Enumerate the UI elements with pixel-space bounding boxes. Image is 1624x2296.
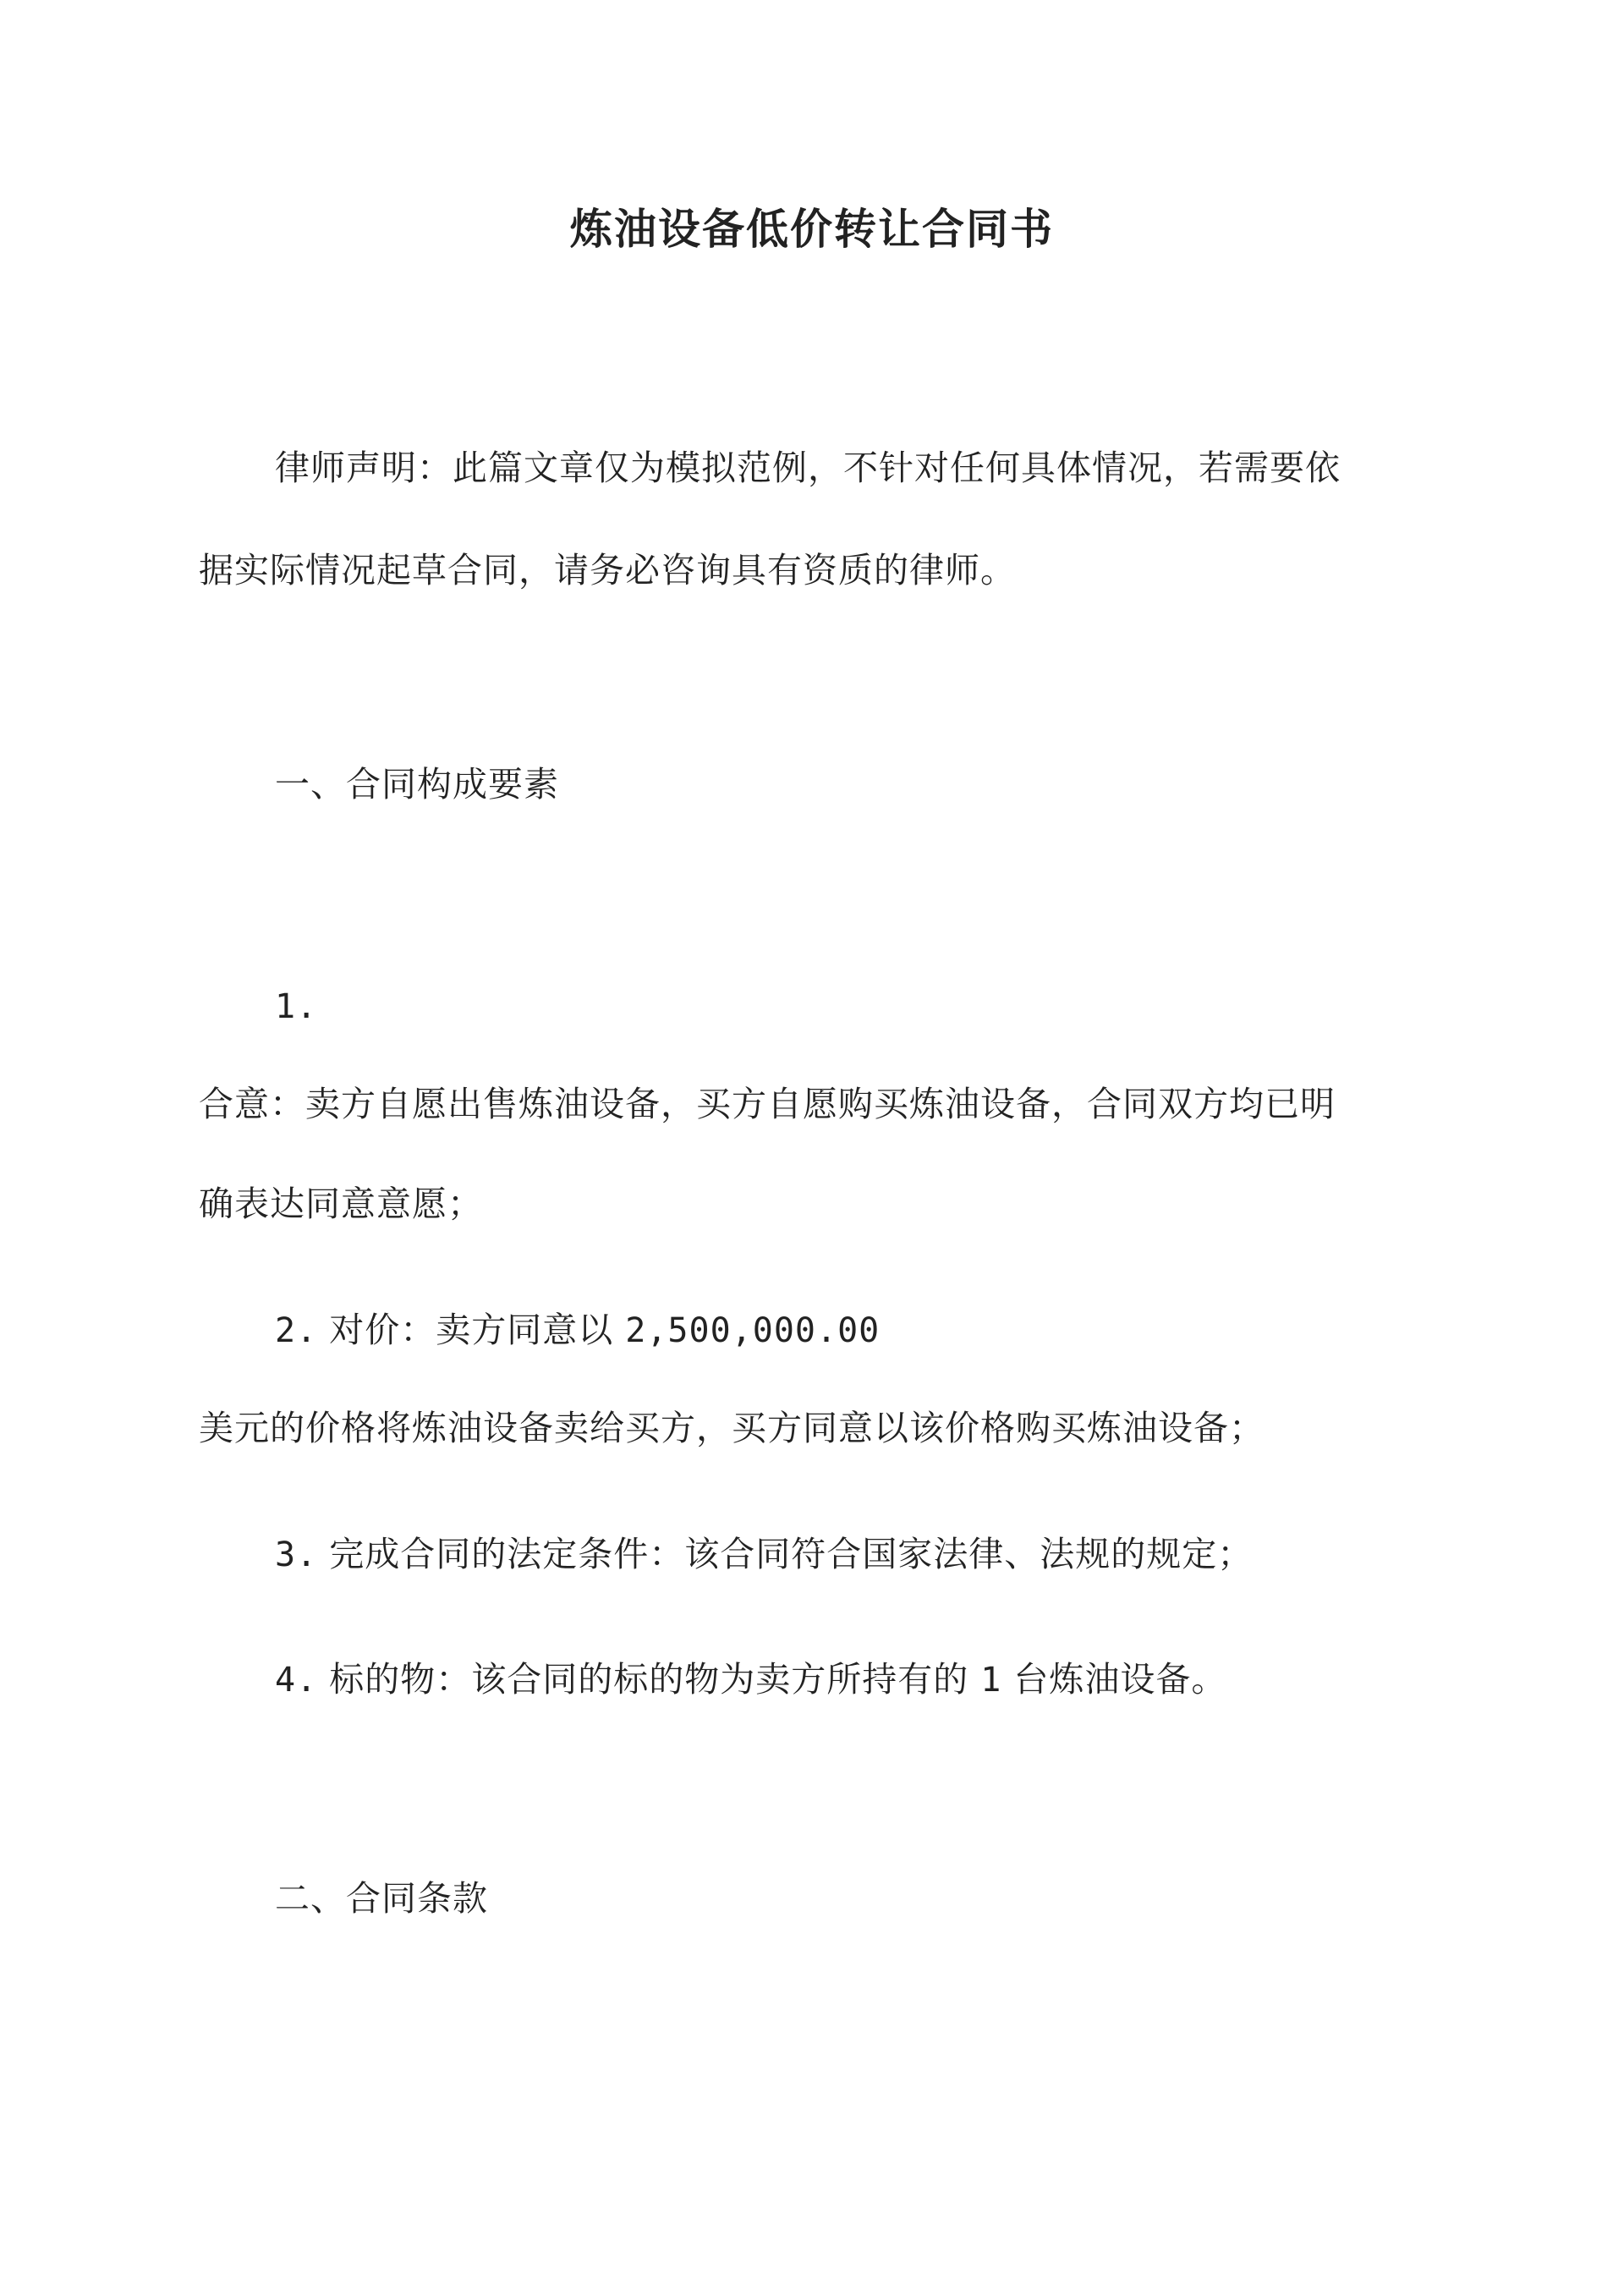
item-2-number: 2. — [275, 1311, 318, 1350]
item-2-line-1 — [275, 1305, 880, 1356]
disclaimer-line-1: 律师声明：此篇文章仅为模拟范例，不针对任何具体情况，若需要依 — [275, 448, 1341, 488]
item-3-line — [275, 1529, 1253, 1580]
item-2-line-2: 美元的价格将炼油设备卖给买方，买方同意以该价格购买炼油设备； — [199, 1408, 1265, 1448]
item-1-line-2: 确表达同意意愿； — [199, 1184, 483, 1224]
item-4-text-b: 台炼油设备。 — [1013, 1659, 1227, 1700]
item-4-quantity: 1 — [980, 1661, 1002, 1700]
item-3-text: 完成合同的法定条件：该合同符合国家法律、法规的规定； — [329, 1534, 1254, 1574]
item-3-number: 3. — [275, 1535, 318, 1574]
section-1-heading: 一、合同构成要素 — [275, 764, 559, 805]
section-2-heading: 二、合同条款 — [275, 1878, 488, 1919]
item-2-text: 对价：卖方同意以 — [329, 1310, 614, 1350]
document-title: 炼油设备低价转让合同书 — [570, 204, 1054, 254]
item-2-amount: 2,500,000.00 — [625, 1311, 881, 1350]
item-1-number: 1. — [275, 987, 318, 1026]
item-4-number: 4. — [275, 1661, 318, 1700]
item-4-line — [275, 1654, 1226, 1706]
item-1-line-1: 合意：卖方自愿出售炼油设备，买方自愿购买炼油设备，合同双方均已明 — [199, 1084, 1336, 1124]
item-4-text-a: 标的物：该合同的标的物为卖方所持有的 — [329, 1659, 969, 1700]
disclaimer-line-2: 据实际情况起草合同，请务必咨询具有资质的律师。 — [199, 550, 1016, 590]
